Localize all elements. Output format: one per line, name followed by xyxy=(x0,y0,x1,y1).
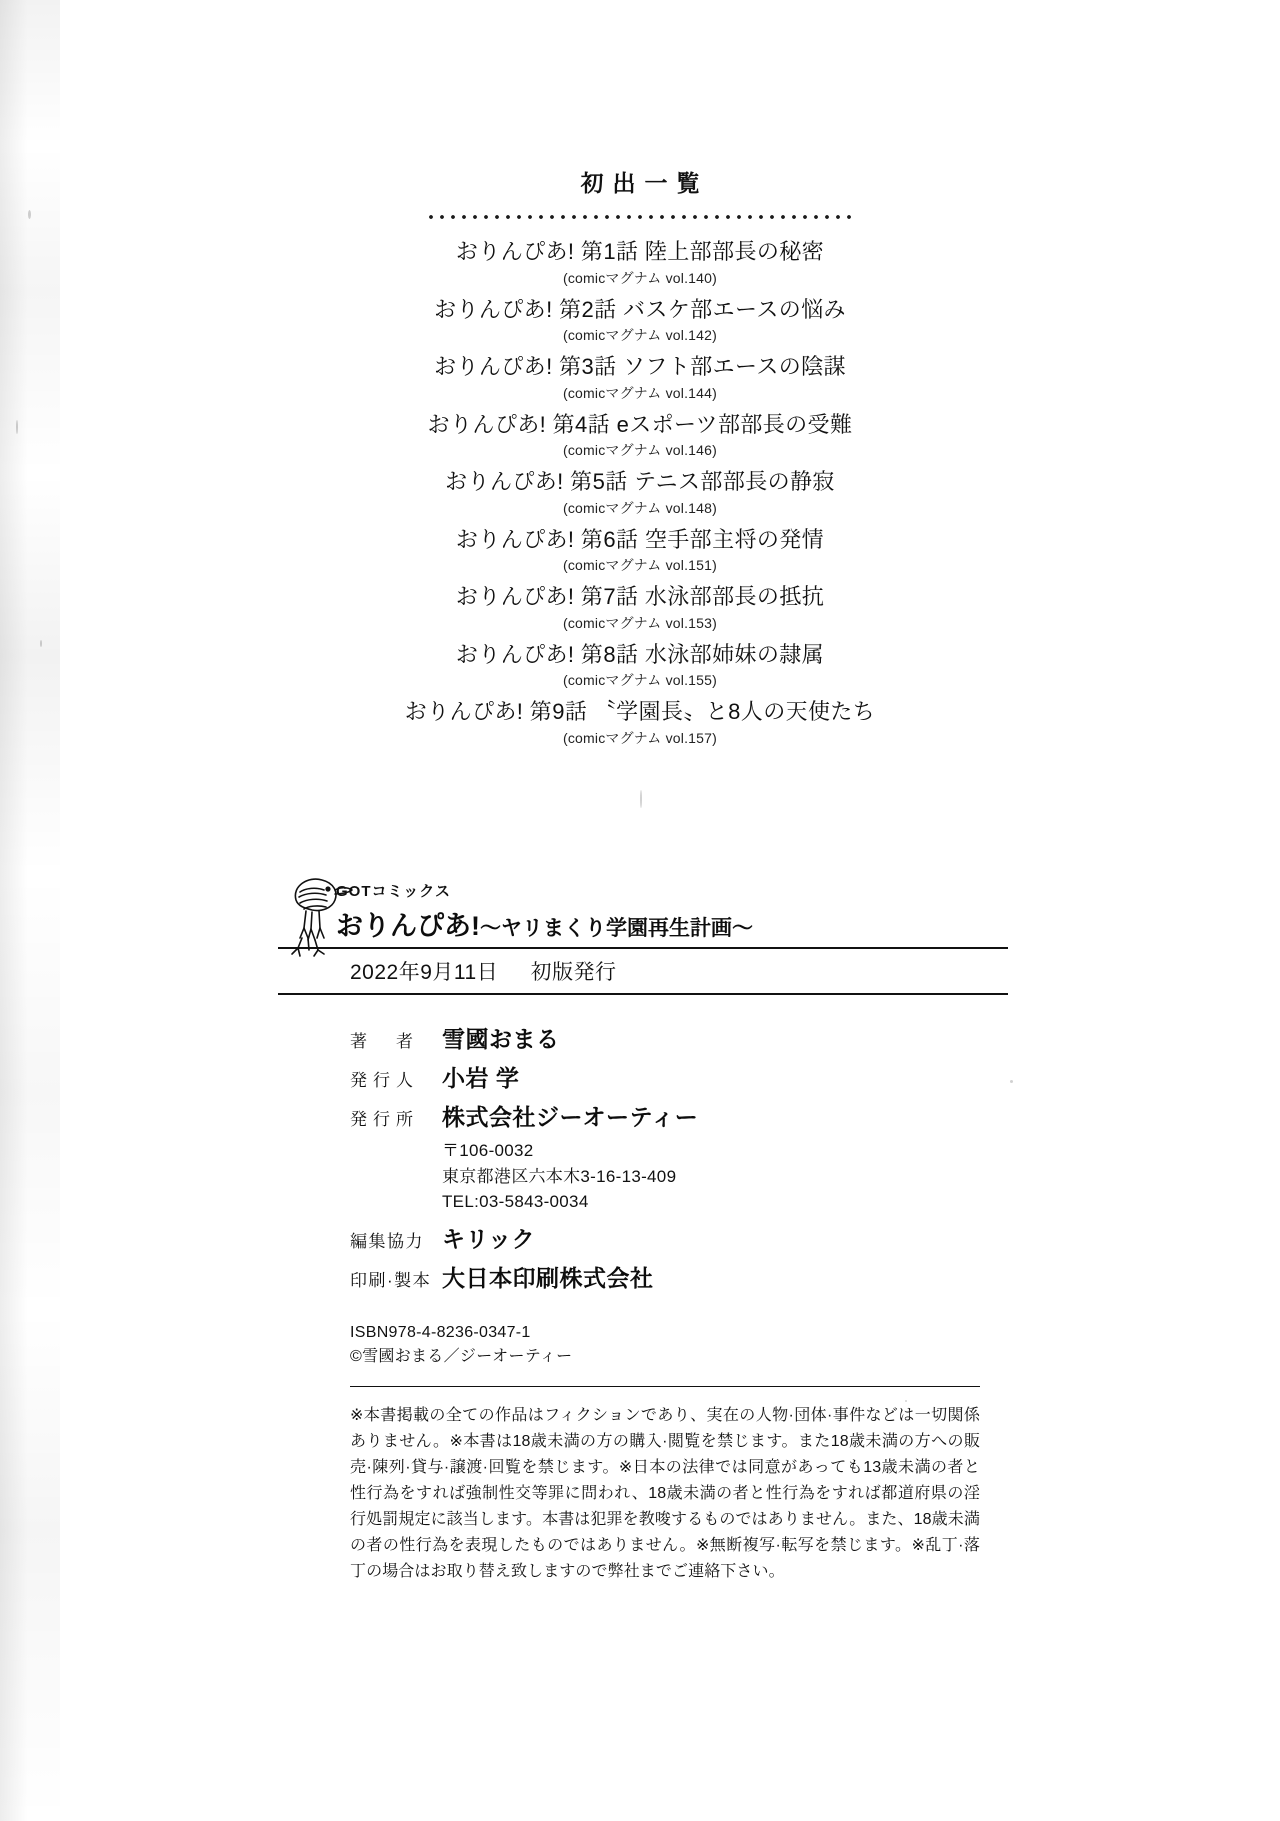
colophon-section xyxy=(278,880,1008,1600)
source-magazine: (comicマグナム vol.148) xyxy=(562,499,718,516)
telephone: TEL:03-5843-0034 xyxy=(442,1192,589,1211)
isbn-number: ISBN978-4-8236-0347-1 xyxy=(350,1323,531,1341)
isbn-block xyxy=(278,1321,1008,1371)
bird-logo-icon xyxy=(278,872,358,958)
source-title: おりんぴあ! 第3話 ソフト部エースの陰謀 xyxy=(434,354,846,380)
list-item xyxy=(380,468,900,518)
copyright-line: ©雪國おまる／ジーオーティー xyxy=(350,1348,573,1366)
source-title: おりんぴあ! 第9話 〝学園長〟と8人の天使たち xyxy=(404,699,876,725)
source-magazine: (comicマグナム vol.157) xyxy=(562,729,718,746)
staff-value: 株式会社ジーオーティー xyxy=(442,1104,699,1130)
staff-row xyxy=(350,1221,1008,1254)
staff-label: 著 者 xyxy=(350,1032,419,1051)
sources-heading: 初出一覧 xyxy=(580,170,709,197)
source-magazine: (comicマグナム vol.142) xyxy=(562,327,718,344)
scan-speck xyxy=(40,640,42,647)
street-address: 東京都港区六本木3-16-13-409 xyxy=(442,1166,677,1186)
source-title: おりんぴあ! 第8話 水泳部姉妹の隷属 xyxy=(455,641,825,667)
postal-code: 〒106-0032 xyxy=(442,1141,534,1160)
scan-speck xyxy=(28,210,31,219)
staff-label: 編集協力 xyxy=(350,1231,424,1251)
sources-section xyxy=(380,150,900,756)
imprint-row xyxy=(278,880,1008,903)
imprint-label: GOTコミックス xyxy=(336,883,452,900)
list-item xyxy=(380,353,900,403)
staff-label: 印刷·製本 xyxy=(350,1270,432,1290)
dotted-divider xyxy=(425,214,855,220)
source-title: おりんぴあ! 第1話 陸上部部長の秘密 xyxy=(455,239,825,265)
source-magazine: (comicマグナム vol.151) xyxy=(562,557,718,574)
list-item xyxy=(380,526,900,576)
book-title-line xyxy=(278,904,1008,949)
source-title: おりんぴあ! 第7話 水泳部部長の抵抗 xyxy=(455,584,825,610)
source-title: おりんぴあ! 第5話 テニス部部長の静寂 xyxy=(445,469,835,495)
page-title: おりんぴあ! xyxy=(336,911,480,941)
staff-label: 発行人 xyxy=(350,1071,419,1090)
publication-date: 2022年9月11日 xyxy=(350,961,499,984)
edition-label: 初版発行 xyxy=(530,961,617,984)
list-item xyxy=(380,583,900,633)
book-subtitle: 〜ヤリまくり学園再生計画〜 xyxy=(480,917,753,940)
source-magazine: (comicマグナム vol.155) xyxy=(562,672,718,689)
scan-speck xyxy=(16,420,18,434)
source-title: おりんぴあ! 第4話 eスポーツ部部長の受難 xyxy=(427,411,853,437)
staff-value: 雪國おまる xyxy=(442,1026,560,1052)
staff-value: 小岩 学 xyxy=(442,1065,520,1091)
legal-notice: ※本書掲載の全ての作品はフィクションであり、実在の人物·団体·事件などは一切関係ありません。※本書は18歳未満の方の購入·閲覧を禁じます。また18歳未満の方への販売·陳列·貸与·譲渡·回覧を禁じます。※日本の法律では同意があっても13歳未満の者と性行為をすれば強制性交等罪に問われ、18歳未満の者と性行為をすれば都道府県の淫行処罰規定に該当します。本書は犯罪を教唆するものではありません。また、18歳未満の者の性行為を表現したものではありません。※無断複写·転写を禁じます。※乱丁·落丁の場合はお取り替え致しますので弊社までご連絡下さい。 xyxy=(350,1407,980,1580)
staff-block xyxy=(278,1021,1008,1293)
source-title: おりんぴあ! 第2話 バスケ部エースの悩み xyxy=(434,296,846,322)
staff-row xyxy=(350,1060,1008,1093)
list-item xyxy=(380,641,900,691)
scan-speck xyxy=(1010,1080,1013,1083)
staff-row xyxy=(350,1021,1008,1054)
scan-texture xyxy=(0,0,60,1821)
staff-row xyxy=(350,1260,1008,1293)
scan-speck xyxy=(640,790,642,808)
list-item xyxy=(380,296,900,346)
list-item xyxy=(380,698,900,748)
source-magazine: (comicマグナム vol.144) xyxy=(562,384,718,401)
list-item xyxy=(380,238,900,288)
scan-edge-shadow xyxy=(0,0,28,1821)
source-title: おりんぴあ! 第6話 空手部主将の発情 xyxy=(455,526,825,552)
publication-date-line xyxy=(278,949,1008,995)
source-magazine: (comicマグナム vol.153) xyxy=(562,614,718,631)
staff-label: 発行所 xyxy=(350,1110,419,1129)
notice-divider xyxy=(350,1386,980,1387)
staff-value: 大日本印刷株式会社 xyxy=(442,1264,654,1291)
source-magazine: (comicマグナム vol.140) xyxy=(562,269,718,286)
publisher-address xyxy=(350,1138,1008,1215)
list-item xyxy=(380,411,900,461)
staff-value: キリック xyxy=(442,1225,536,1252)
staff-row xyxy=(350,1099,1008,1132)
source-magazine: (comicマグナム vol.146) xyxy=(562,442,718,459)
